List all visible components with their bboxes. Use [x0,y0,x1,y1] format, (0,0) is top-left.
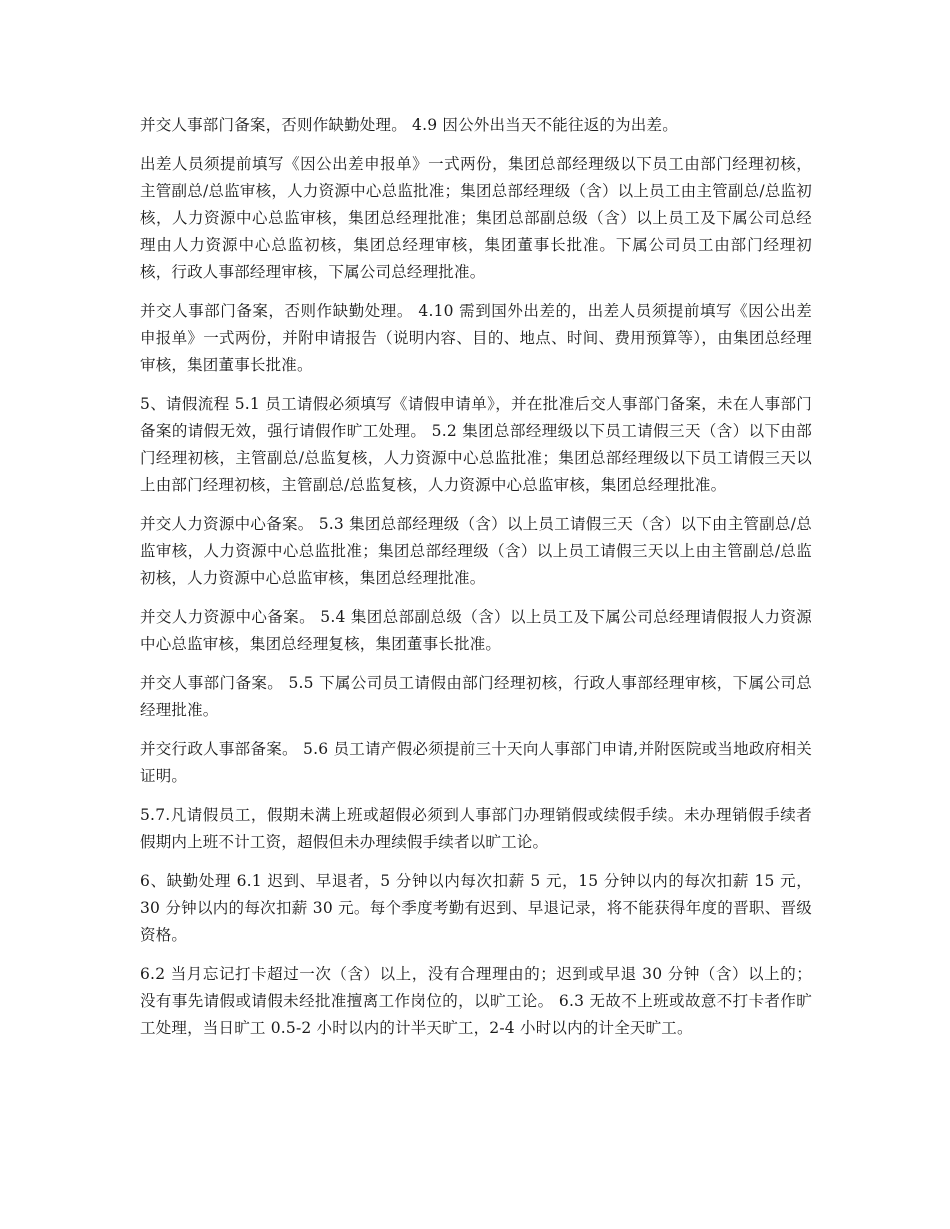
paragraph-leave-5-4: 并交人力资源中心备案。 5.4 集团总部副总级（含）以上员工及下属公司总经理请假报人力资源中心总监审核，集团总经理复核，集团董事长批准。 [140,608,812,653]
paragraph-trip-approval: 出差人员须提前填写《因公出差申报单》一式两份，集团总部经理级以下员工由部门经理初核，主管副总/总监审核，人力资源中心总监批准；集团总部经理级（含）以上员工由主管副总/总监初核，人力资源中心总监审核，集团总经理批准；集团总部副总级（含）以上员工及下属公司总经理由人力资源中心总监初核，集团总经理审核，集团董事长批准。下属公司员工由部门经理初核，行政人事部经理审核，下属公司总经理批准。 [140,155,812,281]
paragraph-overseas-trip-4-10: 并交人事部门备案，否则作缺勤处理。 4.10 需到国外出差的，出差人员须提前填写《因公出差申报单》一式两份，并附申请报告（说明内容、目的、地点、时间、费用预算等），由集团总经理审核，集团董事长批准。 [140,302,812,374]
paragraph-leave-5-3: 并交人力资源中心备案。 5.3 集团总部经理级（含）以上员工请假三天（含）以下由主管副总/总监审核，人力资源中心总监批准；集团总部经理级（含）以上员工请假三天以上由主管副总/总监初核，人力资源中心总监审核，集团总经理批准。 [140,515,812,587]
paragraph-leave-5-5: 并交人事部门备案。 5.5 下属公司员工请假由部门经理初核，行政人事部经理审核，下属公司总经理批准。 [140,674,812,719]
paragraph-absence-6: 6、缺勤处理 6.1 迟到、早退者，5 分钟以内每次扣薪 5 元，15 分钟以内的每次扣薪 15 元，30 分钟以内的每次扣薪 30 元。每个季度考勤有迟到、早退记录，将不能获得年度的晋职、晋级资格。 [140,872,812,944]
document-body [140,112,812,1054]
paragraph-maternity-5-6: 并交行政人事部备案。 5.6 员工请产假必须提前三十天向人事部门申请,并附医院或当地政府相关证明。 [140,740,812,785]
paragraph-leave-process-5: 5、请假流程 5.1 员工请假必须填写《请假申请单》，并在批准后交人事部门备案，未在人事部门备案的请假无效，强行请假作旷工处理。 5.2 集团总部经理级以下员工请假三天（含）以下由部门经理初核，主管副总/总监复核，人力资源中心总监批准；集团总部经理级以下员工请假三天以上由部门经理初核，主管副总/总监复核，人力资源中心总监审核，集团总经理批准。 [140,395,812,494]
paragraph-business-trip-4-9: 并交人事部门备案，否则作缺勤处理。 4.9 因公外出当天不能往返的为出差。 [140,116,678,134]
paragraph-leave-5-7: 5.7.凡请假员工，假期未满上班或超假必须到人事部门办理销假或续假手续。未办理销假手续者假期内上班不计工资，超假但未办理续假手续者以旷工论。 [140,806,812,851]
paragraph-absence-6-2: 6.2 当月忘记打卡超过一次（含）以上，没有合理理由的；迟到或早退 30 分钟（含）以上的；没有事先请假或请假未经批准擅离工作岗位的，以旷工论。 6.3 无故不上班或故意不打卡者作旷工处理，当日旷工 0.5-2 小时以内的计半天旷工，2-4 小时以内的计全天旷工。 [140,965,812,1037]
